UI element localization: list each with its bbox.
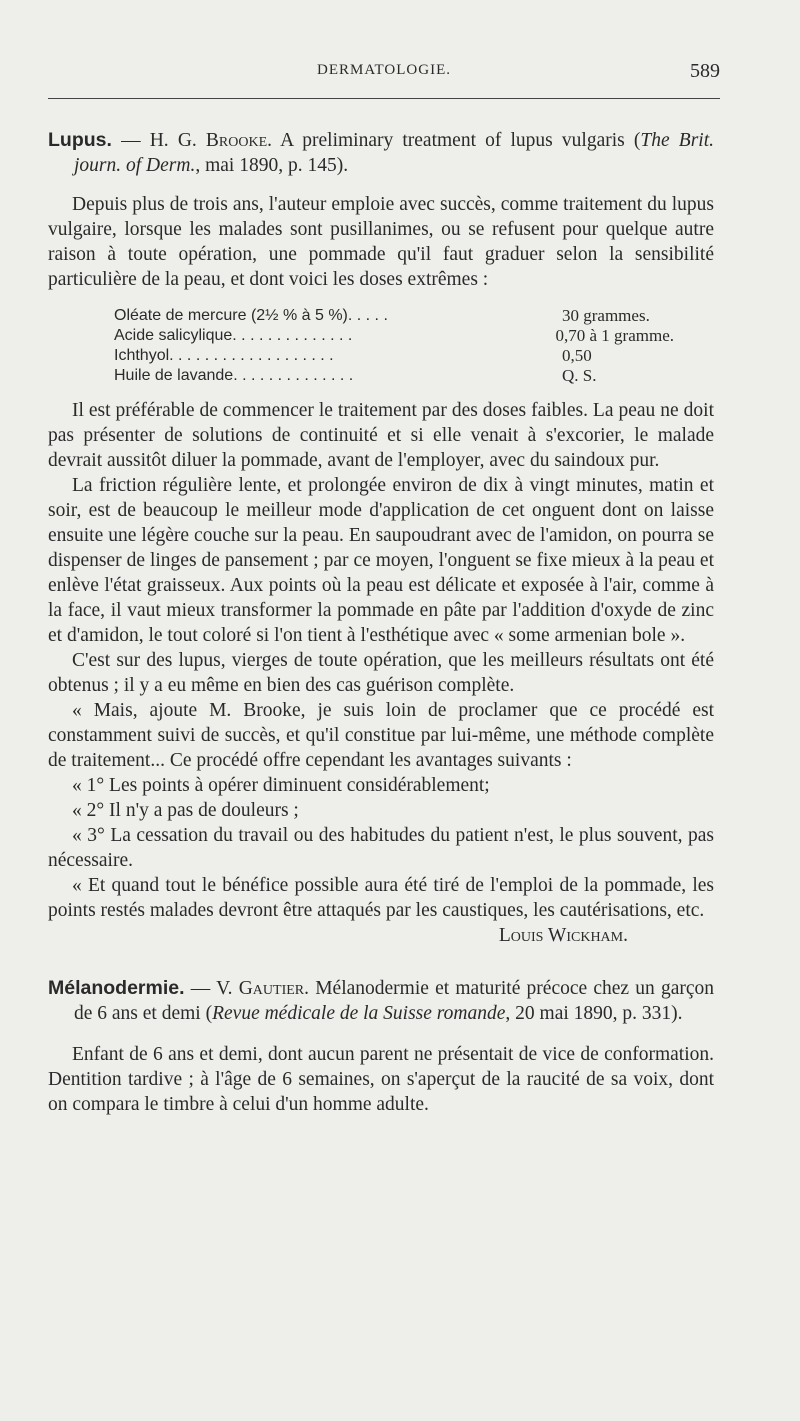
article-author: — H. G. Brooke. <box>121 130 273 151</box>
paragraph: C'est sur des lupus, vierges de toute opération, que les meilleurs résultats ont été obtenus ; il y a eu même en bien des cas guérison complète. <box>48 650 714 696</box>
ingredient-dose: 0,50 <box>562 346 592 365</box>
ingredient-name: Oléate de mercure (2½ % à 5 %). . . . . <box>114 307 388 324</box>
header-rule <box>48 98 720 99</box>
article-title: Mélanodermie et maturité précoce chez un garçon de 6 ans et demi <box>74 978 715 1024</box>
ingredient-dose: 30 grammes. <box>562 306 650 325</box>
paragraph: La friction régulière lente, et prolongée environ de dix à vingt minutes, matin et soir, est de beaucoup le meilleur mode d'application de cet onguent dont on laisse ensuite une légère couche sur la peau. En saupoudrant avec de l'amidon, on pourra se dispenser de linges de pansement ; par ce moyen, l'onguent se fixe mieux à la peau et enlève l'état graisseux. Aux points où la peau est délicate et exposée à l'air, comme à la face, il vaut mieux transformer la pommade en pâte par l'addition d'oxyde de zinc et d'amidon, le tout coloré si l'on tient à l'esthétique avec « some armenian bole ». <box>48 475 714 646</box>
ingredient-name: Ichthyol. . . . . . . . . . . . . . . . . . . <box>114 347 334 364</box>
signature: Louis Wickham. <box>498 925 628 946</box>
article-keyword: Lupus. <box>48 129 112 151</box>
ingredient-name: Huile de lavande. . . . . . . . . . . . . . <box>114 367 354 384</box>
ref-open: ( <box>633 130 641 151</box>
prescription-row <box>114 326 674 346</box>
paragraph: « Mais, ajoute M. Brooke, je suis loin de proclamer que ce procédé est constamment suivi de succès, et qu'il constitue par lui-même, une méthode complète de traitement... Ce procédé offre cependant les avantages suivants : <box>48 700 714 771</box>
ingredient-dose: Q. S. <box>562 366 597 385</box>
prescription-row <box>114 366 674 386</box>
ingredient-name: Acide salicylique. . . . . . . . . . . . . . <box>114 327 353 344</box>
page-body <box>48 128 714 1117</box>
journal-name: Revue médicale de la Suisse romande <box>212 1003 506 1024</box>
prescription-row <box>114 346 674 366</box>
paragraph: « 3° La cessation du travail ou des habitudes du patient n'est, le plus souvent, pas nécessaire. <box>48 825 714 871</box>
journal-name: The Brit. journ. of Derm. <box>74 130 715 176</box>
ref-open: ( <box>205 1003 213 1024</box>
article-author: — V. Gautier. <box>184 978 310 999</box>
paragraph: Il est préférable de commencer le traitement par des doses faibles. La peau ne doit pas présenter de solutions de continuité et si elle venait à s'excorier, le malade devrait aussitôt diluer la pommade, avant de l'employer, avec du saindoux pur. <box>48 400 714 471</box>
ref-details: , mai 1890, p. 145). <box>195 155 349 176</box>
paragraph: Depuis plus de trois ans, l'auteur emploie avec succès, comme traitement du lupus vulgaire, lorsque les malades sont pusillanimes, ou se refusent pour quelque autre raison à toute opération, une pommade qu'il faut graduer selon la sensibilité particulière de la peau, et dont voici les doses extrêmes : <box>48 194 714 290</box>
ref-details: , 20 mai 1890, p. 331). <box>505 1003 683 1024</box>
article-title: A preliminary treatment of lupus vulgaris <box>272 130 625 151</box>
article-keyword: Mélanodermie. <box>48 977 185 999</box>
page-header <box>48 62 720 86</box>
prescription-row <box>114 306 674 326</box>
paragraph: « Et quand tout le bénéfice possible aura été tiré de l'emploi de la pommade, les points restés malades devront être attaqués par les caustiques, les cautérisations, etc. <box>48 875 714 921</box>
paragraph: « 1° Les points à opérer diminuent considérablement; <box>72 775 490 796</box>
paragraph: Enfant de 6 ans et demi, dont aucun parent ne présentait de vice de conformation. Dentition tardive ; à l'âge de 6 semaines, on s'aperçut de la raucité de sa voix, dont on compara le timbre à celui d'un homme adulte. <box>48 1044 714 1115</box>
prescription-table <box>114 306 674 386</box>
paragraph: « 2° Il n'y a pas de douleurs ; <box>72 800 299 821</box>
ingredient-dose: 0,70 à 1 gramme. <box>555 326 674 345</box>
running-title: DERMATOLOGIE. <box>317 62 451 78</box>
page-number: 589 <box>690 60 720 82</box>
article-heading-lupus <box>48 128 714 178</box>
article-heading-melanodermie <box>48 976 714 1026</box>
